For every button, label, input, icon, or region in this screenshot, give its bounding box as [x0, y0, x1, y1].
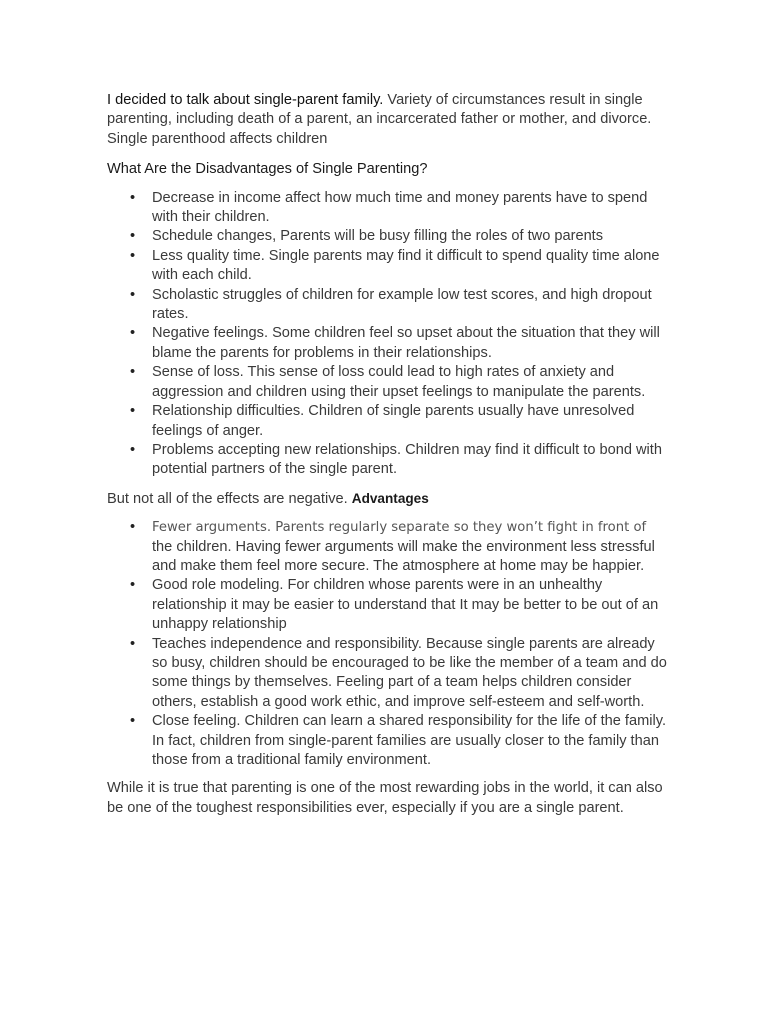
- list-item: • Teaches independence and responsibility. Because single parents are already so busy, children should be encouraged to be like the member of a team and do some things by themselves. Feeling part of a team helps children consider others, establish a good work ethic, and improve self-esteem and self-worth.: [152, 635, 668, 713]
- advantages-label: Advantages: [351, 490, 429, 506]
- list-item: • Close feeling. Children can learn a shared responsibility for the life of the family. In fact, children from single-parent families are usually closer to the family than those from a traditional family environment.: [152, 712, 668, 770]
- list-item: • Negative feelings. Some children feel so upset about the situation that they will blame the parents for problems in their relationships.: [152, 324, 668, 363]
- list-item: • Sense of loss. This sense of loss could lead to high rates of anxiety and aggression and children using their upset feelings to manipulate the parents.: [152, 363, 668, 402]
- transition-text: But not all of the effects are negative.: [107, 490, 352, 507]
- advantages-list: [107, 518, 668, 770]
- intro-lead: I decided to talk about single-parent family.: [107, 92, 384, 108]
- intro-paragraph: [107, 91, 668, 149]
- list-item: • Decrease in income affect how much time and money parents have to spend with their children.: [152, 189, 668, 228]
- disadvantages-list: [107, 189, 668, 480]
- intro-rest: Variety of circumstances result in single parenting, including death of a parent, an incarcerated father or mother, and divorce. Single parenthood affects children: [107, 92, 652, 147]
- fewer-arguments-rest: the children. Having fewer arguments will make the environment less stressful and make them feel more secure. The atmosphere at home may be happier.: [152, 538, 655, 574]
- list-item: • Schedule changes, Parents will be busy filling the roles of two parents: [152, 227, 668, 246]
- list-item: • Good role modeling. For children whose parents were in an unhealthy relationship it may be easier to understand that It may be better to be out of an unhappy relationship: [152, 576, 668, 634]
- closing-paragraph: While it is true that parenting is one of the most rewarding jobs in the world, it can also be one of the toughest responsibilities ever, especially if you are a single parent.: [107, 780, 663, 816]
- list-item: • Problems accepting new relationships. Children may find it difficult to bond with potential partners of the single parent.: [152, 441, 668, 480]
- fewer-arguments-lead: Fewer arguments. Parents regularly separate so they won’t fight in front of: [152, 520, 647, 536]
- list-item: • Relationship difficulties. Children of single parents usually have unresolved feelings of anger.: [152, 402, 668, 441]
- disadvantages-heading: What Are the Disadvantages of Single Parenting?: [107, 161, 428, 178]
- list-item: [152, 518, 668, 576]
- list-item: • Less quality time. Single parents may find it difficult to spend quality time alone with each child.: [152, 247, 668, 286]
- list-item: • Scholastic struggles of children for example low test scores, and high dropout rates.: [152, 286, 668, 325]
- advantages-transition: [107, 489, 668, 509]
